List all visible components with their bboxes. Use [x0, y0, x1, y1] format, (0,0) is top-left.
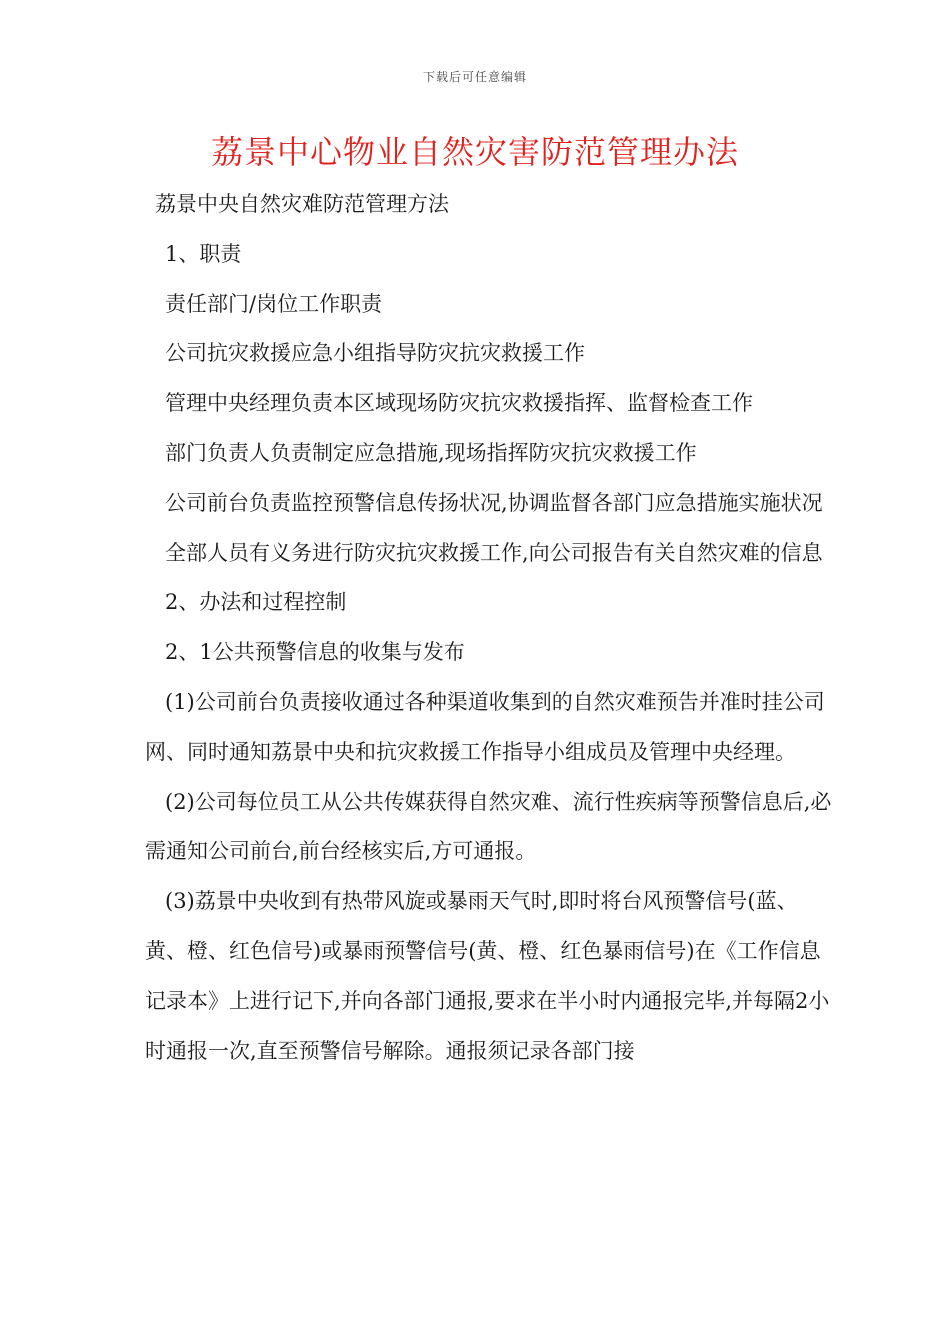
- paragraph-duty-5: 全部人员有义务进行防灾抗灾救援工作,向公司报告有关自然灾难的信息: [165, 540, 823, 565]
- paragraph-duty-2: 管理中央经理负责本区域现场防灾抗灾救援指挥、监督检查工作: [165, 391, 753, 416]
- document-body: [145, 180, 835, 1076]
- document-title: 荔景中心物业自然灾害防范管理办法: [210, 133, 739, 171]
- paragraph-item-3: (3)荔景中央收到有热带风旋或暴雨天气时,即时将台风预警信号(蓝、黄、橙、红色信号)或暴雨预警信号(黄、橙、红色暴雨信号)在《工作信息记录本》上进行记下,并向各部门通报,要求在半小时内通报完毕,并每隔2小时通报一次,直至预警信号解除。通报须记录各部门接: [145, 889, 830, 1063]
- paragraph-section-2-1-heading: 2、1公共预警信息的收集与发布: [165, 640, 465, 665]
- paragraph-section-2-heading: 2、办法和过程控制: [165, 590, 347, 615]
- paragraph-section-1-heading: 1、职责: [165, 241, 242, 266]
- paragraph-subtitle: 荔景中央自然灾难防范管理方法: [155, 192, 449, 216]
- paragraph-duty-4: 公司前台负责监控预警信息传扬状况,协调监督各部门应急措施实施状况: [165, 490, 823, 515]
- paragraph-duty-1: 公司抗灾救援应急小组指导防灾抗灾救援工作: [165, 341, 585, 366]
- header-note: 下载后可任意编辑: [422, 70, 527, 84]
- paragraph-item-2: (2)公司每位员工从公共传媒获得自然灾难、流行性疾病等预警信息后,必需通知公司前台,前台经核实后,方可通报。: [145, 789, 832, 864]
- paragraph-item-1: (1)公司前台负责接收通过各种渠道收集到的自然灾难预告并准时挂公司网、同时通知荔景中央和抗灾救援工作指导小组成员及管理中央经理。: [145, 689, 825, 764]
- paragraph-duty-3: 部门负责人负责制定应急措施,现场指挥防灾抗灾救援工作: [165, 440, 697, 465]
- paragraph-duty-header: 责任部门/岗位工作职责: [165, 291, 383, 316]
